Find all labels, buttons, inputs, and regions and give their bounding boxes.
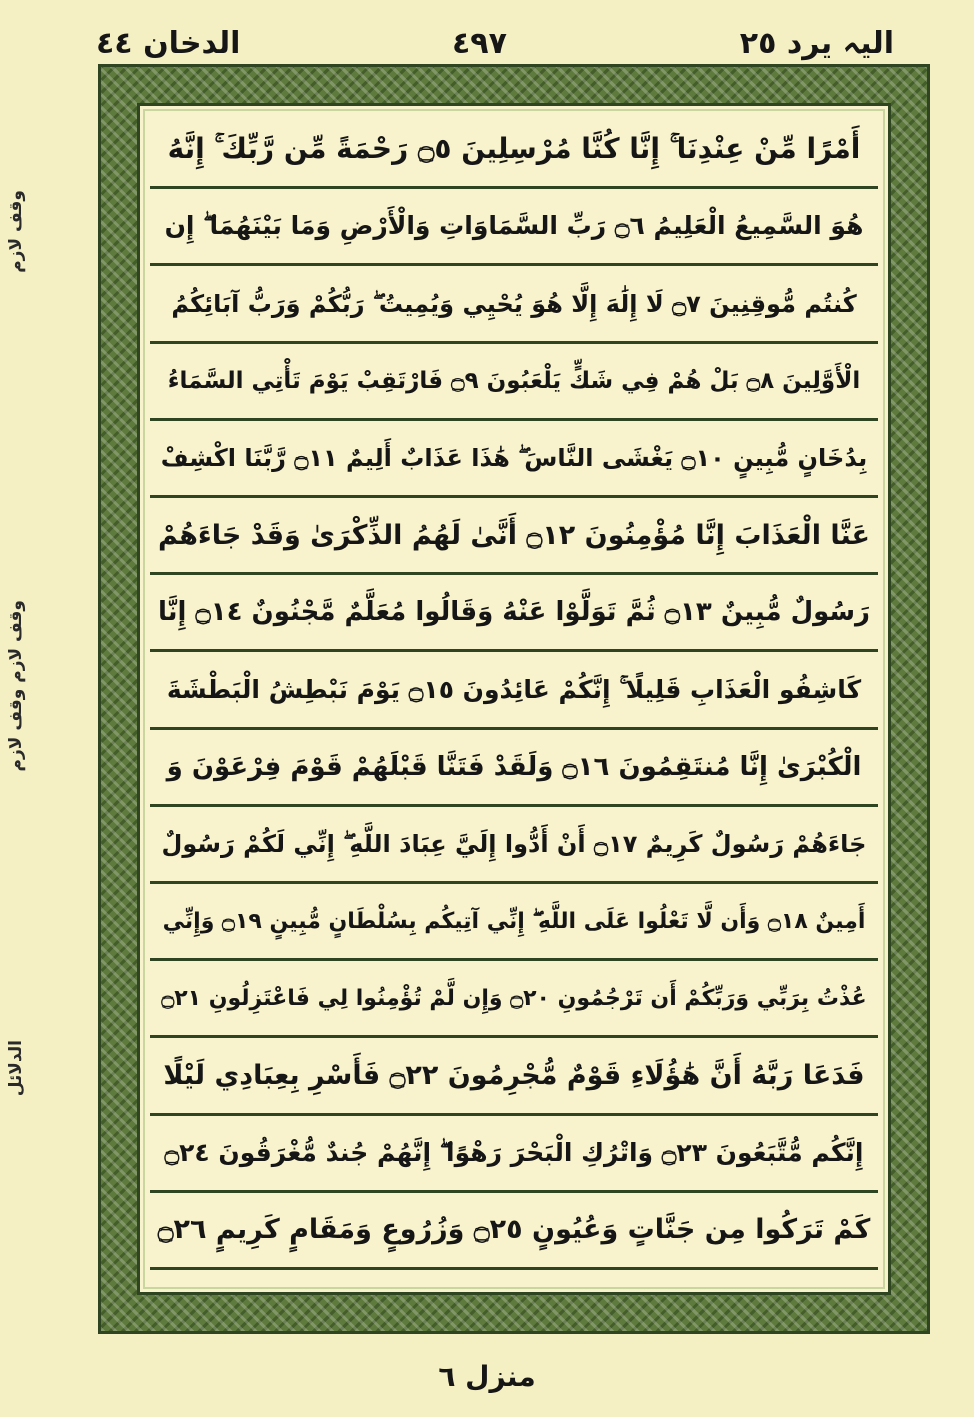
header-surah: الدخان ٤٤ bbox=[96, 26, 241, 61]
margin-note-3: الدلائل bbox=[6, 1040, 26, 1097]
text-line: كَاشِفُو الْعَذَابِ قَلِيلًا ۚ إِنَّكُمْ عَائِدُونَ ۝١٥ يَوْمَ نَبْطِشُ الْبَطْشَةَ bbox=[150, 652, 878, 729]
text-line: فَدَعَا رَبَّهُ أَنَّ هَٰؤُلَاءِ قَوْمٌ مُّجْرِمُونَ ۝٢٢ فَأَسْرِ بِعِبَادِي لَيْلًا bbox=[150, 1038, 878, 1115]
text-line: جَاءَهُمْ رَسُولٌ كَرِيمٌ ۝١٧ أَنْ أَدُّوا إِلَيَّ عِبَادَ اللَّهِ ۖ إِنِّي لَكُمْ رَسُولٌ bbox=[150, 807, 878, 884]
margin-note-1: وقف لازم bbox=[6, 190, 26, 273]
text-line: بِدُخَانٍ مُّبِينٍ ۝١٠ يَغْشَى النَّاسَ ۖ هَٰذَا عَذَابٌ أَلِيمٌ ۝١١ رَّبَّنَا اكْشِفْ bbox=[150, 421, 878, 498]
text-line: أَمْرًا مِّنْ عِنْدِنَا ۚ إِنَّا كُنَّا مُرْسِلِينَ ۝٥ رَحْمَةً مِّن رَّبِّكَ ۚ إِنَّهُ bbox=[150, 112, 878, 189]
header-page-number: ٤٩٧ bbox=[452, 26, 507, 61]
text-line: هُوَ السَّمِيعُ الْعَلِيمُ ۝٦ رَبِّ السَّمَاوَاتِ وَالْأَرْضِ وَمَا بَيْنَهُمَا ۖ إِن bbox=[150, 189, 878, 266]
text-line: كُنتُم مُّوقِنِينَ ۝٧ لَا إِلَٰهَ إِلَّا هُوَ يُحْيِي وَيُمِيتُ ۖ رَبُّكُمْ وَرَبُّ آبَائِكُمُ bbox=[150, 266, 878, 343]
decorative-border-frame bbox=[98, 64, 930, 1334]
text-line: إِنَّكُم مُّتَّبَعُونَ ۝٢٣ وَاتْرُكِ الْبَحْرَ رَهْوًا ۖ إِنَّهُمْ جُندٌ مُّغْرَقُونَ ۝٢٤ bbox=[150, 1116, 878, 1193]
text-line: كَمْ تَرَكُوا مِن جَنَّاتٍ وَعُيُونٍ ۝٢٥ وَزُرُوعٍ وَمَقَامٍ كَرِيمٍ ۝٢٦ bbox=[150, 1193, 878, 1270]
margin-note-2: وقف لازم وقف لازم bbox=[6, 600, 26, 772]
header-para: الیہ یرد ٢٥ bbox=[739, 26, 894, 61]
text-line: الْأَوَّلِينَ ۝٨ بَلْ هُمْ فِي شَكٍّ يَلْعَبُونَ ۝٩ فَارْتَقِبْ يَوْمَ تَأْتِي السَّمَاءُ bbox=[150, 344, 878, 421]
text-line: عَنَّا الْعَذَابَ إِنَّا مُؤْمِنُونَ ۝١٢ أَنَّىٰ لَهُمُ الذِّكْرَىٰ وَقَدْ جَاءَهُمْ bbox=[150, 498, 878, 575]
text-line: عُذْتُ بِرَبِّي وَرَبِّكُمْ أَن تَرْجُمُونِ ۝٢٠ وَإِن لَّمْ تُؤْمِنُوا لِي فَاعْتَزِلُونِ ۝٢١ bbox=[150, 961, 878, 1038]
footer-manzil: منزل ٦ bbox=[438, 1360, 536, 1393]
text-line: الْكُبْرَىٰ إِنَّا مُنتَقِمُونَ ۝١٦ وَلَقَدْ فَتَنَّا قَبْلَهُمْ قَوْمَ فِرْعَوْنَ وَ bbox=[150, 730, 878, 807]
text-line: أَمِينٌ ۝١٨ وَأَن لَّا تَعْلُوا عَلَى اللَّهِ ۖ إِنِّي آتِيكُم بِسُلْطَانٍ مُّبِينٍ ۝١٩ وَإِنِّي bbox=[150, 884, 878, 961]
text-line: رَسُولٌ مُّبِينٌ ۝١٣ ثُمَّ تَوَلَّوْا عَنْهُ وَقَالُوا مُعَلَّمٌ مَّجْنُونٌ ۝١٤ إِنَّا bbox=[150, 575, 878, 652]
text-panel bbox=[137, 103, 891, 1295]
